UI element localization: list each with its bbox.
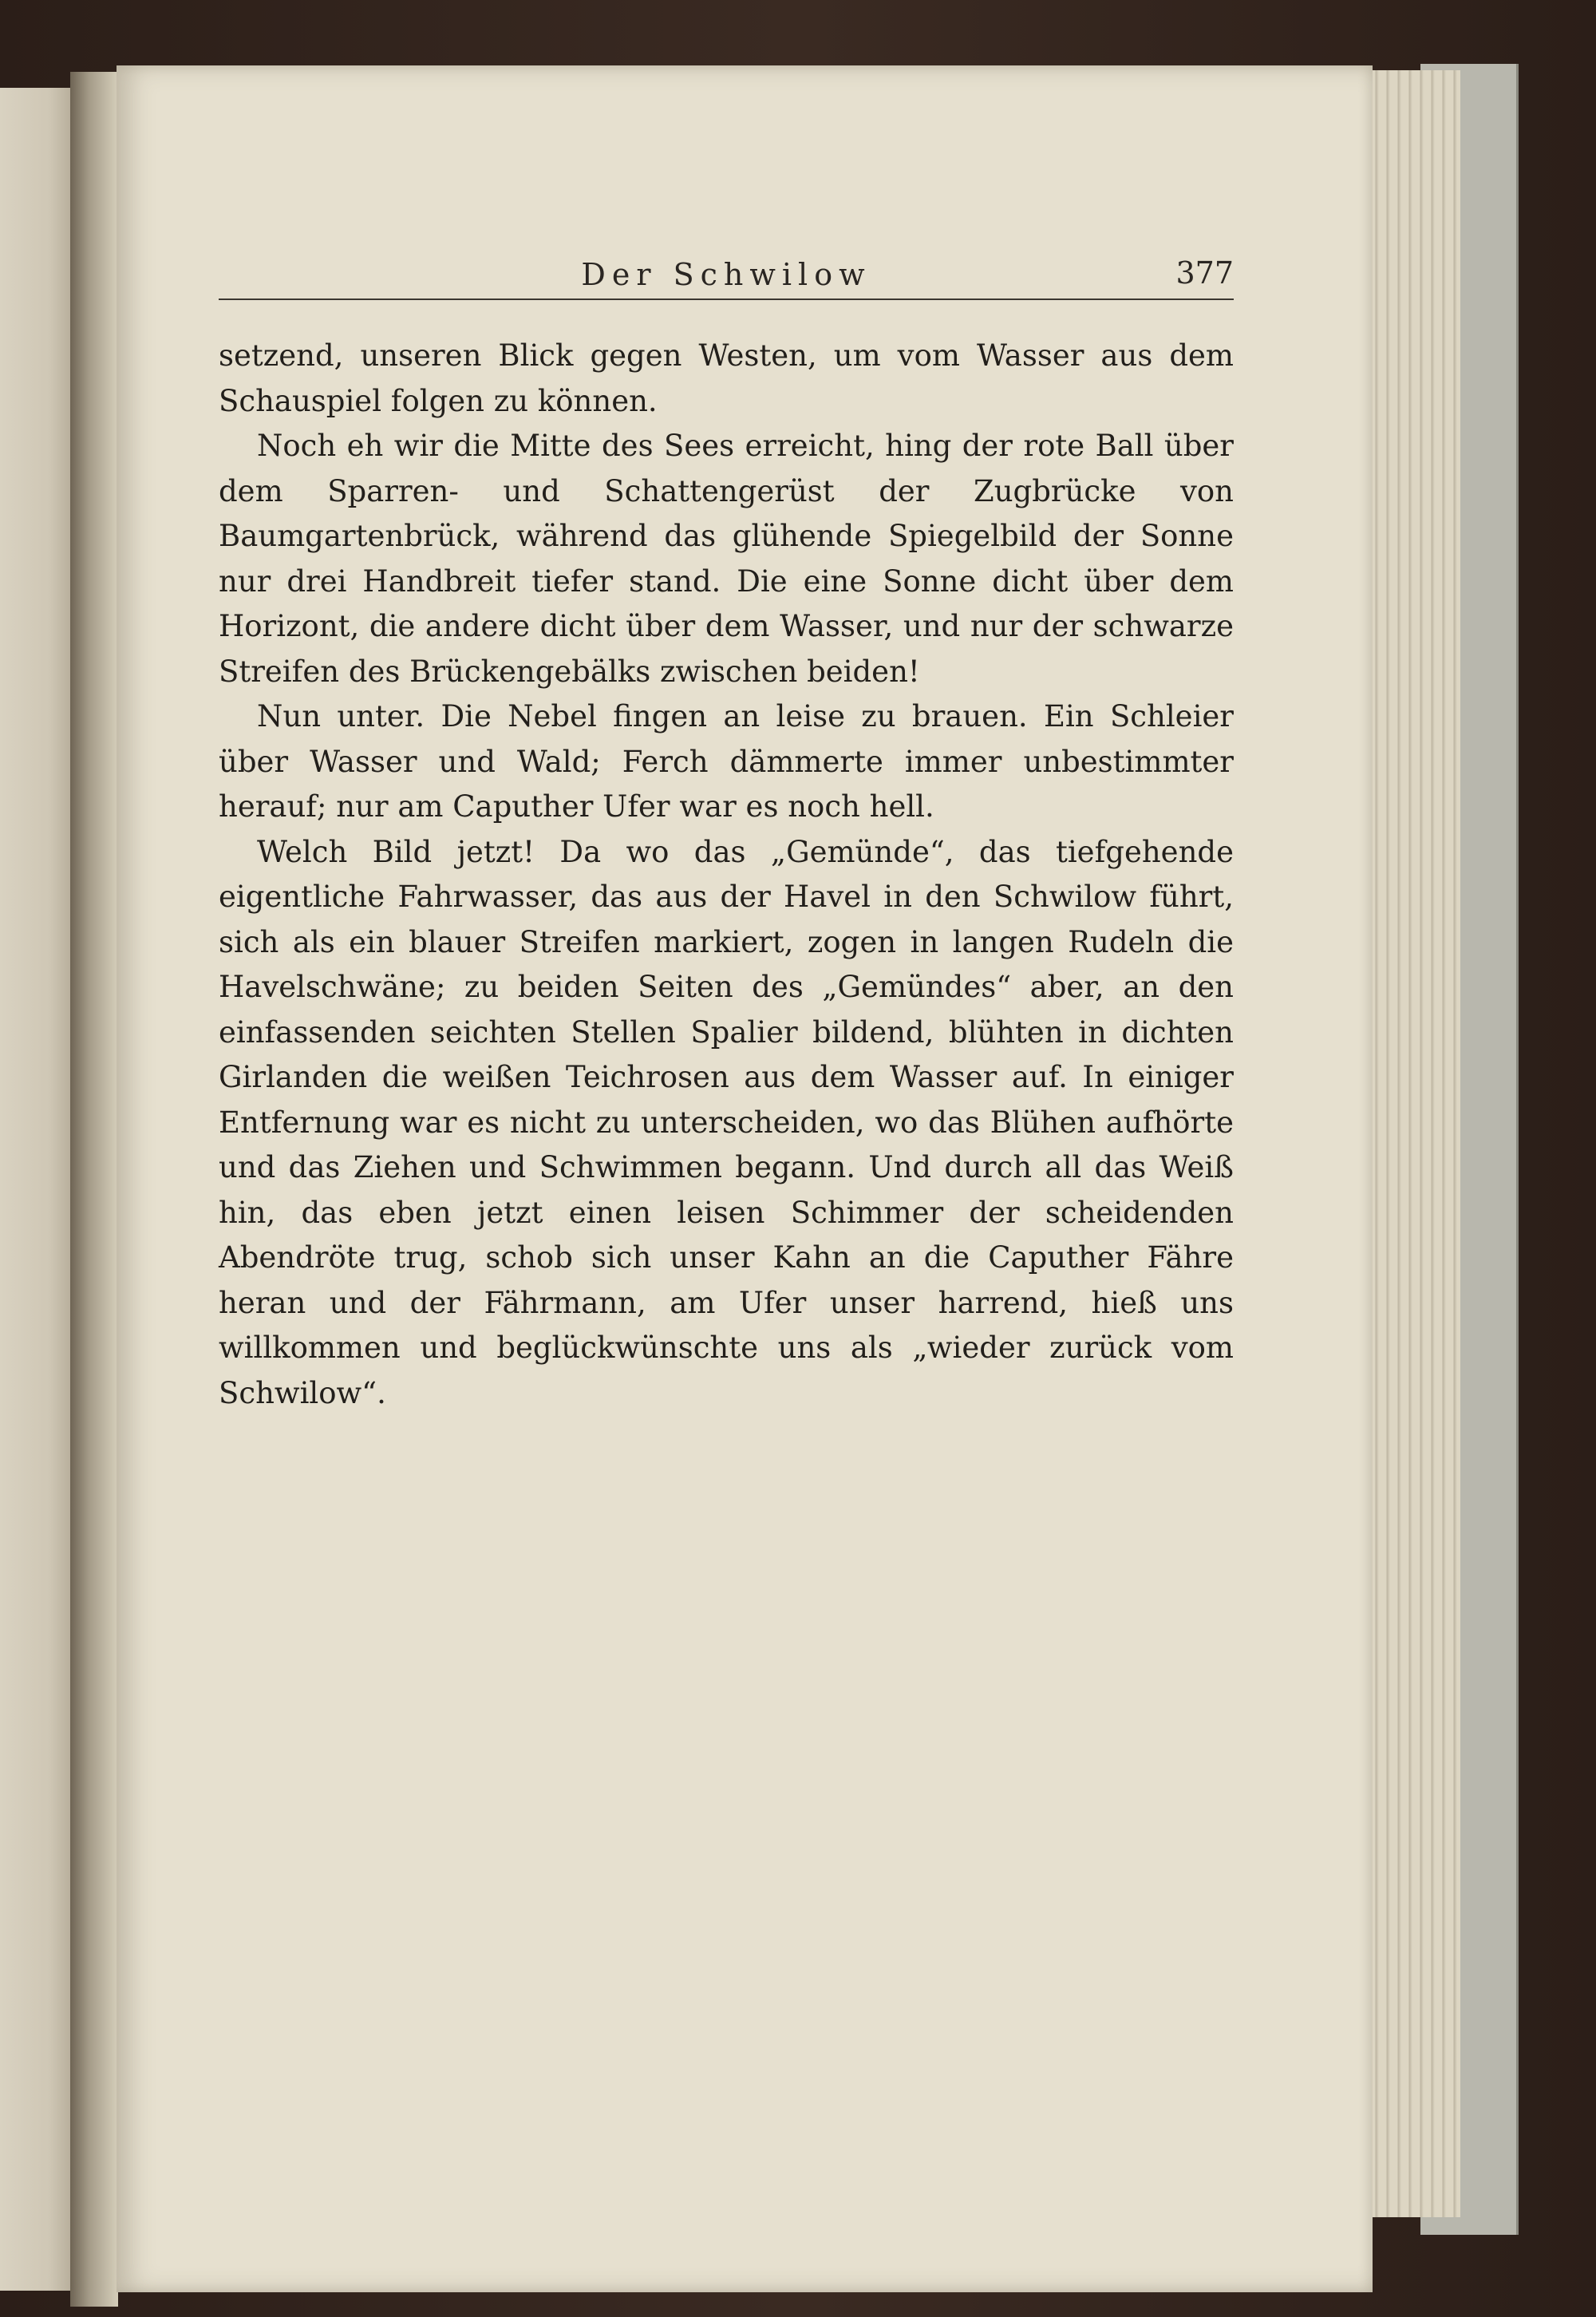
previous-page-edge bbox=[0, 88, 73, 2291]
body-text bbox=[219, 334, 1234, 1416]
running-head bbox=[219, 251, 1234, 300]
paragraph: Nun unter. Die Nebel fingen an leise zu brauen. Ein Schleier über Wasser und Wald; Ferch dämmerte immer unbestimmter herauf; nur am Caputher Ufer war es noch hell. bbox=[219, 699, 1234, 824]
paragraph: setzend, unseren Blick gegen Westen, um vom Wasser aus dem Schauspiel folgen zu können. bbox=[219, 338, 1234, 418]
page-number: 377 bbox=[1175, 255, 1234, 291]
book-page bbox=[117, 65, 1373, 2292]
book-gutter bbox=[70, 72, 118, 2307]
running-title: Der Schwilow bbox=[581, 257, 871, 292]
paragraph: Noch eh wir die Mitte des Sees erreicht, hing der rote Ball über dem Sparren- und Schattengerüst der Zugbrücke von Baumgartenbrück, während das glühende Spiegelbild der Sonne nur drei Handbreit tiefer stand. Die eine Sonne dicht über dem Horizont, die andere dicht über dem Wasser, und nur der schwarze Streifen des Brückengebälks zwischen beiden! bbox=[219, 429, 1234, 689]
paragraph: Welch Bild jetzt! Da wo das „Gemünde“, das tiefgehende eigentliche Fahrwasser, das aus der Havel in den Schwilow führt, sich als ein blauer Streifen markiert, zogen in langen Rudeln die Havelschwäne; zu beiden Seiten des „Gemündes“ aber, an den einfassenden seichten Stellen Spalier bildend, blühten in dichten Girlanden die weißen Teichrosen aus dem Wasser auf. In einiger Entfernung war es nicht zu unterscheiden, wo das Blühen aufhörte und das Ziehen und Schwimmen begann. Und durch all das Weiß hin, das eben jetzt einen leisen Schimmer der scheidenden Abendröte trug, schob sich unser Kahn an die Caputher Fähre heran und der Fährmann, am Ufer unser harrend, hieß uns willkommen und beglückwünschte uns als „wieder zurück vom Schwilow“. bbox=[219, 834, 1234, 1410]
